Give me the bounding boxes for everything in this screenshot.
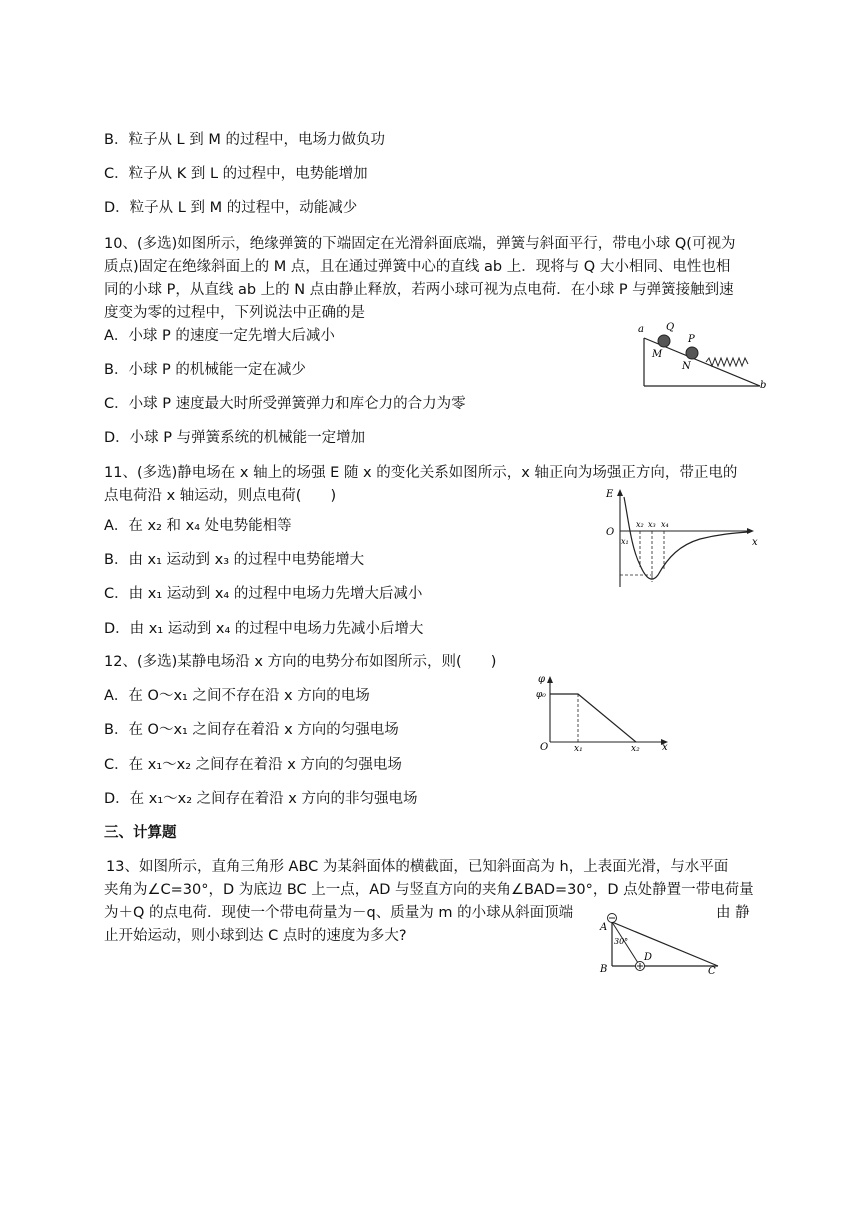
q11-option-a: A．在 x₂ 和 x₄ 处电势能相等 (104, 518, 292, 534)
q13-fig-label-a: A (600, 922, 608, 933)
q12-fig-label-x1: x₁ (574, 744, 583, 752)
q13-stem-line1: 13、如图所示，直角三角形 ABC 为某斜面体的横截面，已知斜面高为 h，上表面光滑，与水平面 (106, 859, 729, 875)
q11-field-graph (600, 487, 760, 591)
q12-fig-label-o: O (540, 742, 549, 752)
q10-stem-line3: 同的小球 P，从直线 ab 上的 N 点由静止释放，若两小球可视为点电荷．在小球 P 与弹簧接触到速 (104, 282, 734, 298)
q13-stem-line2: 夹角为∠C=30°，D 为底边 BC 上一点，AD 与竖直方向的夹角∠BAD=30°，D 点处静置一带电荷量 (104, 882, 754, 898)
q12-fig-label-phi0: φ₀ (536, 690, 546, 700)
q10-fig-label-m: M (652, 349, 663, 360)
q11-stem-line1: 11、(多选)静电场在 x 轴上的场强 E 随 x 的变化关系如图所示，x 轴正向为场强正方向，带正电的 (104, 465, 738, 481)
q10-stem-line1: 10、(多选)如图所示，绝缘弹簧的下端固定在光滑斜面底端，弹簧与斜面平行，带电小球 Q(可视为 (104, 236, 736, 252)
q12-stem: 12、(多选)某静电场沿 x 方向的电势分布如图所示，则( ) (104, 654, 497, 670)
q13-fig-label-b: B (600, 964, 608, 975)
q13-stem-line3-tail: 由 静 (716, 905, 750, 921)
q12-potential-graph (534, 672, 674, 752)
q11-fig-label-x2: x₂ (636, 520, 644, 529)
q13-stem-line3: 为＋Q 的点电荷．现使一个带电荷量为－q、质量为 m 的小球从斜面顶端 (104, 905, 574, 921)
q11-fig-label-o: O (606, 527, 615, 538)
q10-fig-label-q: Q (666, 322, 675, 333)
q12-option-b: B．在 O～x₁ 之间存在着沿 x 方向的匀强电场 (104, 722, 399, 738)
q12-fig-label-x: x (662, 742, 668, 752)
q11-option-b: B．由 x₁ 运动到 x₃ 的过程中电势能增大 (104, 552, 365, 568)
q9-option-c: C．粒子从 K 到 L 的过程中，电势能增加 (104, 166, 368, 182)
q12-option-a: A．在 O～x₁ 之间不存在沿 x 方向的电场 (104, 688, 370, 704)
q11-stem-line2: 点电荷沿 x 轴运动，则点电荷( ) (104, 488, 337, 504)
q13-triangle-figure (596, 910, 726, 976)
q13-stem-line4: 止开始运动，则小球到达 C 点时的速度为多大? (104, 928, 407, 944)
q10-fig-label-p: P (688, 334, 695, 345)
q10-option-d: D．小球 P 与弹簧系统的机械能一定增加 (104, 430, 366, 446)
q10-fig-label-n: N (682, 361, 691, 372)
q9-option-b: B．粒子从 L 到 M 的过程中，电场力做负功 (104, 132, 385, 148)
q10-option-c: C．小球 P 速度最大时所受弹簧弹力和库仑力的合力为零 (104, 396, 466, 412)
q13-fig-label-c: C (708, 966, 716, 976)
q11-fig-label-e: E (606, 489, 614, 500)
q10-incline-figure (636, 320, 768, 392)
q11-option-d: D．由 x₁ 运动到 x₄ 的过程中电场力先减小后增大 (104, 621, 424, 637)
q10-fig-label-a: a (638, 324, 644, 335)
q12-fig-label-phi: φ (538, 674, 546, 685)
q12-option-c: C．在 x₁～x₂ 之间存在着沿 x 方向的匀强电场 (104, 757, 402, 773)
q10-stem-line4: 度变为零的过程中，下列说法中正确的是 (104, 305, 365, 321)
section-heading: 三、计算题 (104, 825, 177, 841)
q11-fig-label-x4: x₄ (661, 520, 669, 529)
q12-fig-label-x2: x₂ (631, 744, 640, 752)
q11-fig-label-x3: x₃ (648, 520, 656, 529)
q13-fig-label-d: D (644, 952, 653, 963)
q13-fig-label-angle: 30° (614, 937, 629, 946)
q10-option-b: B．小球 P 的机械能一定在减少 (104, 362, 306, 378)
q10-option-a: A．小球 P 的速度一定先增大后减小 (104, 328, 335, 344)
q10-stem-line2: 质点)固定在绝缘斜面上的 M 点，且在通过弹簧中心的直线 ab 上．现将与 Q 大小相同、电性也相 (104, 259, 731, 275)
q11-fig-label-x: x (752, 537, 758, 548)
q11-fig-label-x1: x₁ (621, 537, 629, 546)
q11-option-c: C．由 x₁ 运动到 x₄ 的过程中电场力先增大后减小 (104, 586, 423, 602)
q9-option-d: D．粒子从 L 到 M 的过程中，动能减少 (104, 200, 358, 216)
q12-option-d: D．在 x₁～x₂ 之间存在着沿 x 方向的非匀强电场 (104, 791, 418, 807)
q10-fig-label-b: b (760, 380, 767, 391)
